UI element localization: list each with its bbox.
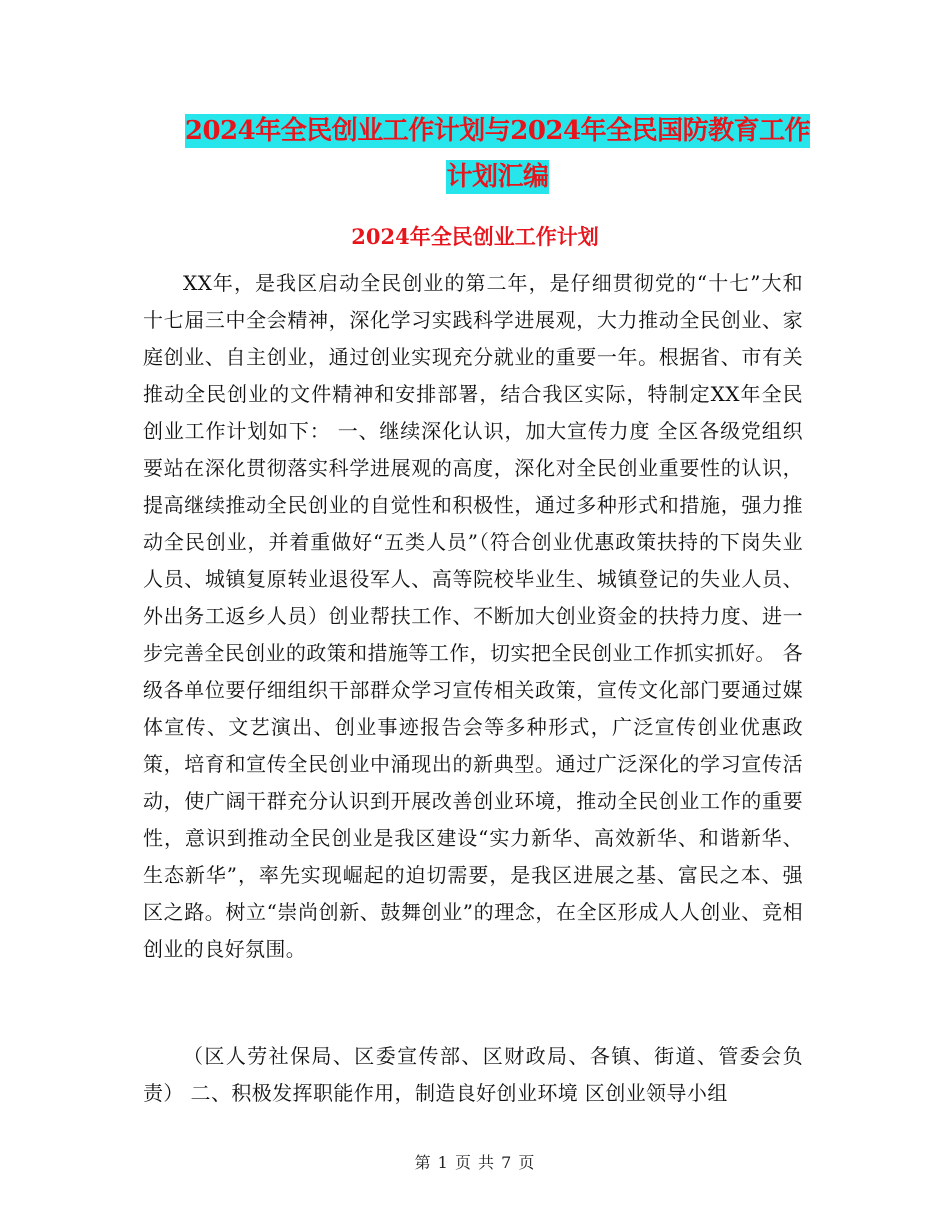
page-footer: 第 1 页 共 7 页: [414, 1153, 536, 1172]
paragraph-text: （区人劳社保局、区委宣传部、区财政局、各镇、街道、管委会负责） 二、积极发挥职能作用，制造良好创业环境 区创业领导小组: [143, 1044, 803, 1105]
body-paragraph-2: [143, 1038, 803, 1112]
document-title-line1: 2024年全民创业工作计划与2024年全民国防教育工作: [184, 116, 811, 146]
document-title-line2: 计划汇编: [446, 162, 549, 192]
document-title: [120, 108, 875, 200]
body-paragraph-1: [143, 265, 803, 968]
paragraph-text: XX年，是我区启动全民创业的第二年，是仔细贯彻党的“十七”大和十七届三中全会精神，深化学习实践科学进展观，大力推动全民创业、家庭创业、自主创业，通过创业实现充分就业的重要一年。根据省、市有关推动全民创业的文件精神和安排部署，结合我区实际，特制定XX年全民创业工作计划如下： 一、继续深化认识，加大宣传力度 全区各级党组织要站在深化贯彻落实科学进展观的高度，深化对全民创业重要性的认识，提高继续推动全民创业的自觉性和积极性，通过多种形式和措施，强力推动全民创业，并着重做好“五类人员”（符合创业优惠政策扶持的下岗失业人员、城镇复原转业退役军人、高等院校毕业生、城镇登记的失业人员、外出务工返乡人员）创业帮扶工作、不断加大创业资金的扶持力度、进一步完善全民创业的政策和措施等工作，切实把全民创业工作抓实抓好。 各级各单位要仔细组织干部群众学习宣传相关政策，宣传文化部门要通过媒体宣传、文艺演出、创业事迹报告会等多种形式，广泛宣传创业优惠政策，培育和宣传全民创业中涌现出的新典型。通过广泛深化的学习宣传活动，使广阔干群充分认识到开展改善创业环境，推动全民创业工作的重要性，意识到推动全民创业是我区建设“实力新华、高效新华、和谐新华、生态新华”，率先实现崛起的迫切需要，是我区进展之基、富民之本、强区之路。树立“崇尚创新、鼓舞创业”的理念，在全区形成人人创业、竞相创业的良好氛围。: [143, 271, 803, 961]
section-title: 2024年全民创业工作计划: [351, 224, 599, 249]
